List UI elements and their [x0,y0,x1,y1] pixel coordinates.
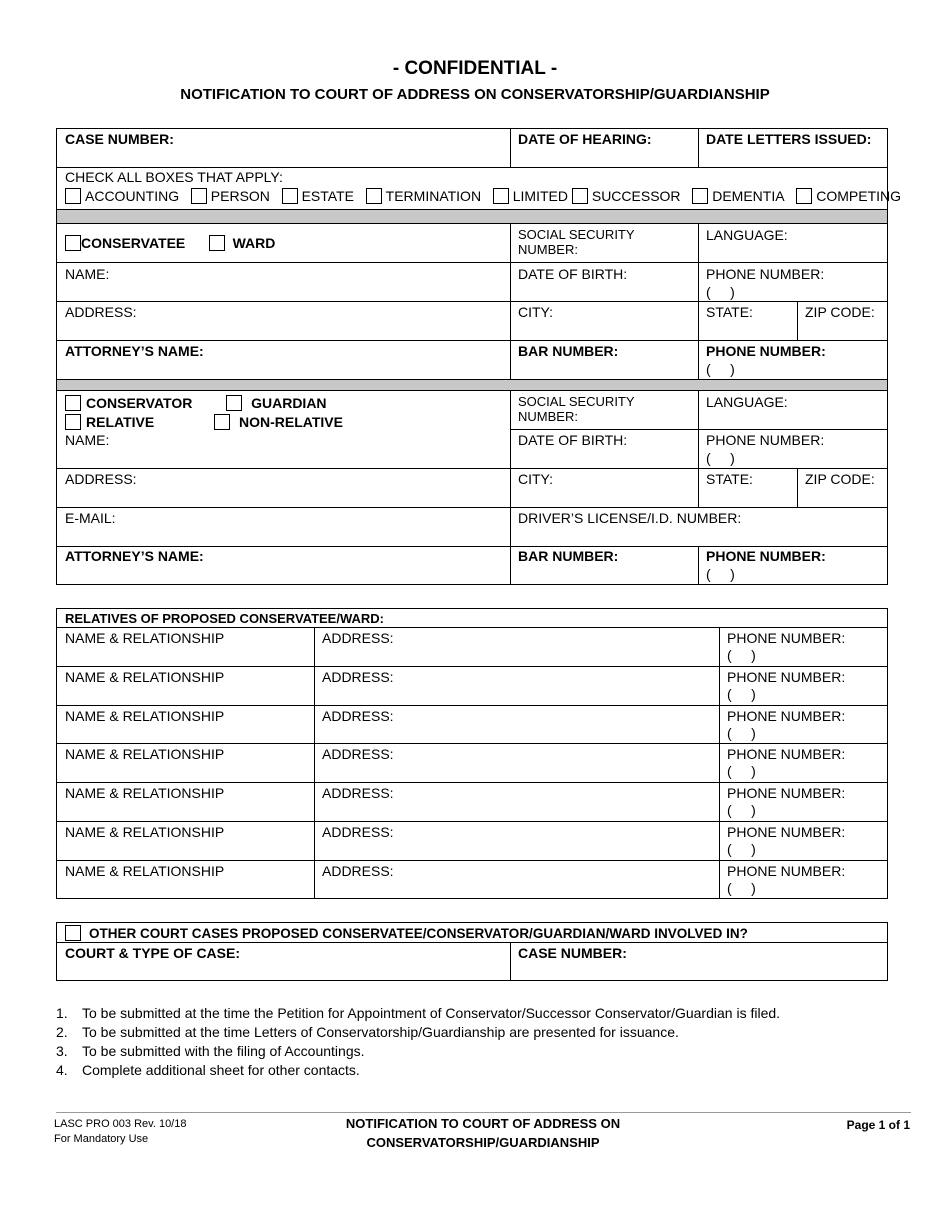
conservatee-phone-field[interactable]: PHONE NUMBER: [706,266,825,282]
footer-title-line2: CONSERVATORSHIP/GUARDIANSHIP [366,1135,600,1150]
instruction-item: 4. Complete additional sheet for other contacts. [56,1062,360,1078]
conservatee-attorney-phone-field[interactable]: PHONE NUMBER: [706,343,826,359]
conservatee-state-field[interactable]: STATE: [706,304,753,320]
confidential-heading: - CONFIDENTIAL - [392,58,558,79]
conservator-license-field[interactable]: DRIVER’S LICENSE/I.D. NUMBER: [518,510,742,526]
relative-phone-field[interactable]: PHONE NUMBER: [727,863,846,879]
conservator-email-field[interactable]: E-MAIL: [65,510,116,526]
case-number-field[interactable]: CASE NUMBER: [65,131,174,147]
checkbox-dementia[interactable]: DEMENTIA [692,188,784,204]
court-type-field[interactable]: COURT & TYPE OF CASE: [65,945,241,961]
phone-parentheses: ( ) [706,450,735,466]
other-cases-question: OTHER COURT CASES PROPOSED CONSERVATEE/CONSERVATOR/GUARDIAN/WARD INVOLVED IN? [57,923,887,943]
conservatee-zip-field[interactable]: ZIP CODE: [805,304,875,320]
phone-parentheses: ( ) [706,361,735,377]
conservatee-attorney-field[interactable]: ATTORNEY’S NAME: [65,343,204,359]
conservator-type-choice [57,392,497,434]
checkbox-non-relative[interactable]: NON-RELATIVE [214,414,343,430]
conservator-phone-field[interactable]: PHONE NUMBER: [706,432,825,448]
conservatee-ward-choice [57,233,497,253]
checkbox-conservatee[interactable]: CONSERVATEE [65,235,185,251]
conservator-language-field[interactable]: LANGUAGE: [706,394,788,410]
conservatee-address-field[interactable]: ADDRESS: [65,304,137,320]
conservator-attorney-field[interactable]: ATTORNEY’S NAME: [65,548,204,564]
date-letters-issued-field[interactable]: DATE LETTERS ISSUED: [706,131,872,147]
section-divider [57,210,887,223]
footer-title-line1: NOTIFICATION TO COURT OF ADDRESS ON [345,1116,621,1131]
footer-divider [56,1112,911,1113]
relative-phone-field[interactable]: PHONE NUMBER: [727,824,846,840]
page-number: Page 1 of 1 [846,1118,910,1132]
conservator-dob-field[interactable]: DATE OF BIRTH: [518,432,628,448]
conservator-state-field[interactable]: STATE: [706,471,753,487]
relatives-header: RELATIVES OF PROPOSED CONSERVATEE/WARD: [65,611,385,626]
checkbox-competing[interactable]: COMPETING [796,188,901,204]
conservatee-language-field[interactable]: LANGUAGE: [706,227,788,243]
checkbox-relative[interactable]: RELATIVE [65,414,154,430]
checkbox-conservator[interactable]: CONSERVATOR [65,395,192,411]
other-case-number-field[interactable]: CASE NUMBER: [518,945,627,961]
relative-address-field[interactable]: ADDRESS: [322,669,394,685]
relative-name-field[interactable]: NAME & RELATIONSHIP [65,708,225,724]
relative-name-field[interactable]: NAME & RELATIONSHIP [65,630,225,646]
relative-address-field[interactable]: ADDRESS: [322,785,394,801]
phone-parentheses: ( ) [727,763,756,779]
relative-phone-field[interactable]: PHONE NUMBER: [727,746,846,762]
relative-phone-field[interactable]: PHONE NUMBER: [727,785,846,801]
case-type-checkboxes [57,186,902,206]
phone-parentheses: ( ) [727,880,756,896]
conservatee-bar-number-field[interactable]: BAR NUMBER: [518,343,619,359]
phone-parentheses: ( ) [727,647,756,663]
conservator-name-field[interactable]: NAME: [65,432,110,448]
checkbox-termination[interactable]: TERMINATION [366,188,481,204]
form-title: NOTIFICATION TO COURT OF ADDRESS ON CONSERVATORSHIP/GUARDIANSHIP [180,86,770,103]
instruction-item: 3. To be submitted with the filing of Accountings. [56,1043,365,1059]
conservator-ssn-field[interactable]: SOCIAL SECURITY NUMBER: [518,394,635,424]
relative-address-field[interactable]: ADDRESS: [322,824,394,840]
mandatory-use: For Mandatory Use [54,1133,149,1145]
section-divider [57,380,887,390]
conservatee-name-field[interactable]: NAME: [65,266,110,282]
checkbox-person[interactable]: PERSON [191,188,270,204]
conservator-address-field[interactable]: ADDRESS: [65,471,137,487]
instruction-item: 1. To be submitted at the time the Petition for Appointment of Conservator/Successor Conservator/Guardian is filed. [56,1005,781,1021]
instructions-list [56,1004,780,1080]
relative-name-field[interactable]: NAME & RELATIONSHIP [65,863,225,879]
conservatee-city-field[interactable]: CITY: [518,304,554,320]
conservatee-dob-field[interactable]: DATE OF BIRTH: [518,266,628,282]
checkbox-estate[interactable]: ESTATE [282,188,354,204]
checkbox-successor[interactable]: SUCCESSOR [572,188,681,204]
relative-address-field[interactable]: ADDRESS: [322,630,394,646]
relative-address-field[interactable]: ADDRESS: [322,746,394,762]
checkbox-limited[interactable]: LIMITED [493,188,568,204]
conservator-attorney-phone-field[interactable]: PHONE NUMBER: [706,548,826,564]
relative-name-field[interactable]: NAME & RELATIONSHIP [65,746,225,762]
conservator-city-field[interactable]: CITY: [518,471,554,487]
relative-name-field[interactable]: NAME & RELATIONSHIP [65,669,225,685]
checkbox-ward[interactable]: WARD [209,235,276,251]
phone-parentheses: ( ) [706,566,735,582]
phone-parentheses: ( ) [706,284,735,300]
relative-phone-field[interactable]: PHONE NUMBER: [727,630,846,646]
phone-parentheses: ( ) [727,725,756,741]
check-all-label: CHECK ALL BOXES THAT APPLY: [65,169,283,185]
relative-name-field[interactable]: NAME & RELATIONSHIP [65,824,225,840]
relative-address-field[interactable]: ADDRESS: [322,863,394,879]
conservatee-ssn-field[interactable]: SOCIAL SECURITY NUMBER: [518,227,635,257]
checkbox-guardian[interactable]: GUARDIAN [226,395,326,411]
form-id: LASC PRO 003 Rev. 10/18 [54,1118,187,1130]
conservator-zip-field[interactable]: ZIP CODE: [805,471,875,487]
conservator-bar-number-field[interactable]: BAR NUMBER: [518,548,619,564]
relative-phone-field[interactable]: PHONE NUMBER: [727,669,846,685]
phone-parentheses: ( ) [727,841,756,857]
date-of-hearing-field[interactable]: DATE OF HEARING: [518,131,652,147]
instruction-item: 2. To be submitted at the time Letters of Conservatorship/Guardianship are presented for issuance. [56,1024,679,1040]
relative-name-field[interactable]: NAME & RELATIONSHIP [65,785,225,801]
checkbox-other-cases[interactable] [65,925,81,941]
phone-parentheses: ( ) [727,686,756,702]
relative-address-field[interactable]: ADDRESS: [322,708,394,724]
checkbox-accounting[interactable]: ACCOUNTING [65,188,179,204]
relative-phone-field[interactable]: PHONE NUMBER: [727,708,846,724]
phone-parentheses: ( ) [727,802,756,818]
